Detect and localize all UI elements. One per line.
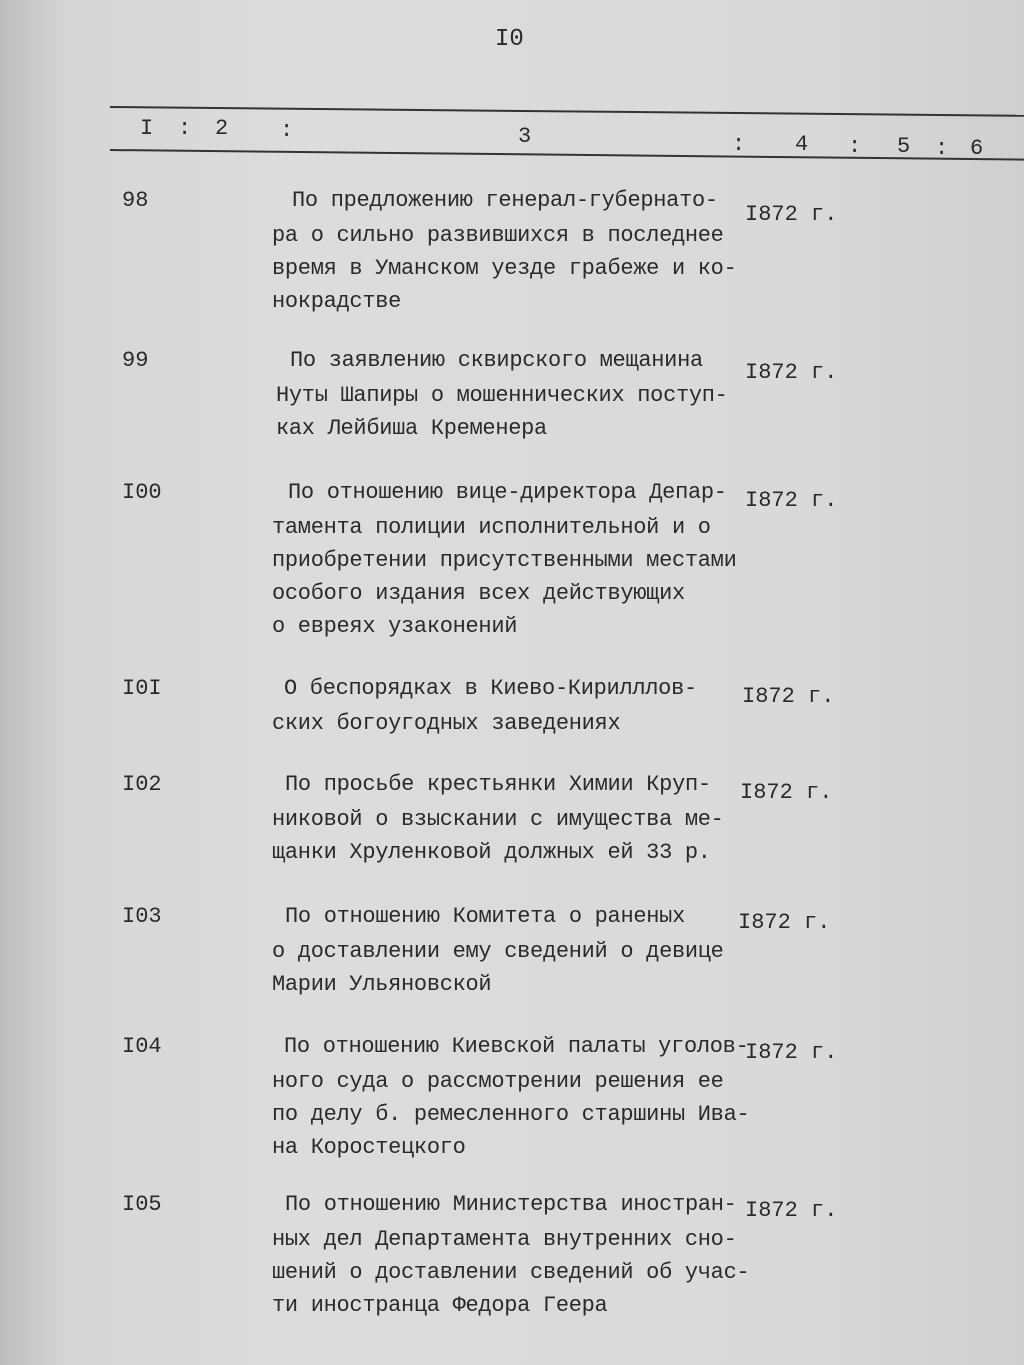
entry-text-line: по делу б. ремесленного старшины Ива-: [272, 1102, 750, 1127]
binding-edge: [0, 0, 70, 1365]
entry-year: I872 г.: [745, 202, 838, 227]
entry-year: I872 г.: [745, 488, 838, 513]
entry-year: I872 г.: [745, 1198, 838, 1223]
page-number: I0: [495, 26, 524, 53]
entry-text-line: По предложению генерал-губернато-: [292, 188, 718, 213]
entry-text-line: о доставлении ему сведений о девице: [272, 939, 724, 964]
entry-text-line: на Коростецкого: [272, 1135, 466, 1160]
entry-number: I03: [122, 904, 162, 929]
column-header-5: 5: [897, 134, 911, 159]
header-rule-top: [110, 106, 1024, 117]
header-rule-bottom: [110, 149, 1024, 161]
column-separator: :: [732, 132, 746, 157]
entry-text-line: шений о доставлении сведений об учас-: [272, 1260, 750, 1285]
entry-text-line: ских богоугодных заведениях: [272, 711, 621, 736]
column-header-6: 6: [970, 136, 984, 161]
entry-text-line: ра о сильно развившихся в последнее: [272, 223, 724, 248]
column-header-3: 3: [518, 124, 532, 149]
entry-text-line: особого издания всех действующих: [272, 581, 685, 606]
entry-text-line: ного суда о рассмотрении решения ее: [272, 1069, 724, 1094]
entry-text-line: тамента полиции исполнительной и о: [272, 515, 711, 540]
column-separator: :: [280, 118, 294, 143]
entry-year: I872 г.: [738, 910, 831, 935]
entry-text-line: приобретении присутственными местами: [272, 548, 737, 573]
entry-text-line: По отношению Комитета о раненых: [285, 904, 685, 929]
entry-text-line: о евреях узаконений: [272, 614, 518, 639]
entry-year: I872 г.: [745, 1040, 838, 1065]
entry-text-line: По отношению Министерства иностран-: [285, 1192, 737, 1217]
entry-text-line: время в Уманском уезде грабеже и ко-: [272, 256, 737, 281]
column-header-2: 2: [215, 116, 229, 141]
entry-text-line: Нуты Шапиры о мошеннических поступ-: [276, 383, 728, 408]
entry-text-line: нокрадстве: [272, 289, 402, 314]
entry-number: I05: [122, 1192, 162, 1217]
entry-text-line: ных дел Департамента внутренних сно-: [272, 1227, 737, 1252]
column-separator: :: [848, 134, 862, 159]
entry-number: 99: [122, 348, 149, 373]
entry-number: I0I: [122, 676, 162, 701]
entry-number: I00: [122, 480, 162, 505]
entry-year: I872 г.: [740, 780, 833, 805]
entry-text-line: щанки Хруленковой должных ей 33 р.: [272, 840, 711, 865]
entry-text-line: По заявлению сквирского мещанина: [290, 348, 703, 373]
entry-text-line: ках Лейбиша Кременера: [276, 416, 547, 441]
entry-year: I872 г.: [742, 684, 835, 709]
entry-text-line: По отношению вице-директора Депар-: [288, 480, 727, 505]
entry-year: I872 г.: [745, 360, 838, 385]
entry-number: 98: [122, 188, 149, 213]
entry-text-line: О беспорядках в Киево-Кирилллов-: [284, 676, 697, 701]
entry-text-line: По отношению Киевской палаты уголов-: [284, 1034, 749, 1059]
entry-text-line: Марии Ульяновской: [272, 972, 492, 997]
entry-text-line: По просьбе крестьянки Химии Круп-: [285, 772, 711, 797]
entry-number: I04: [122, 1034, 162, 1059]
column-header-4: 4: [795, 132, 809, 157]
entry-number: I02: [122, 772, 162, 797]
column-header-1: I: [140, 116, 154, 141]
column-separator: :: [935, 136, 949, 161]
entry-text-line: ти иностранца Федора Геера: [272, 1293, 608, 1318]
column-separator: :: [178, 116, 192, 141]
entry-text-line: никовой о взыскании с имущества ме-: [272, 807, 724, 832]
